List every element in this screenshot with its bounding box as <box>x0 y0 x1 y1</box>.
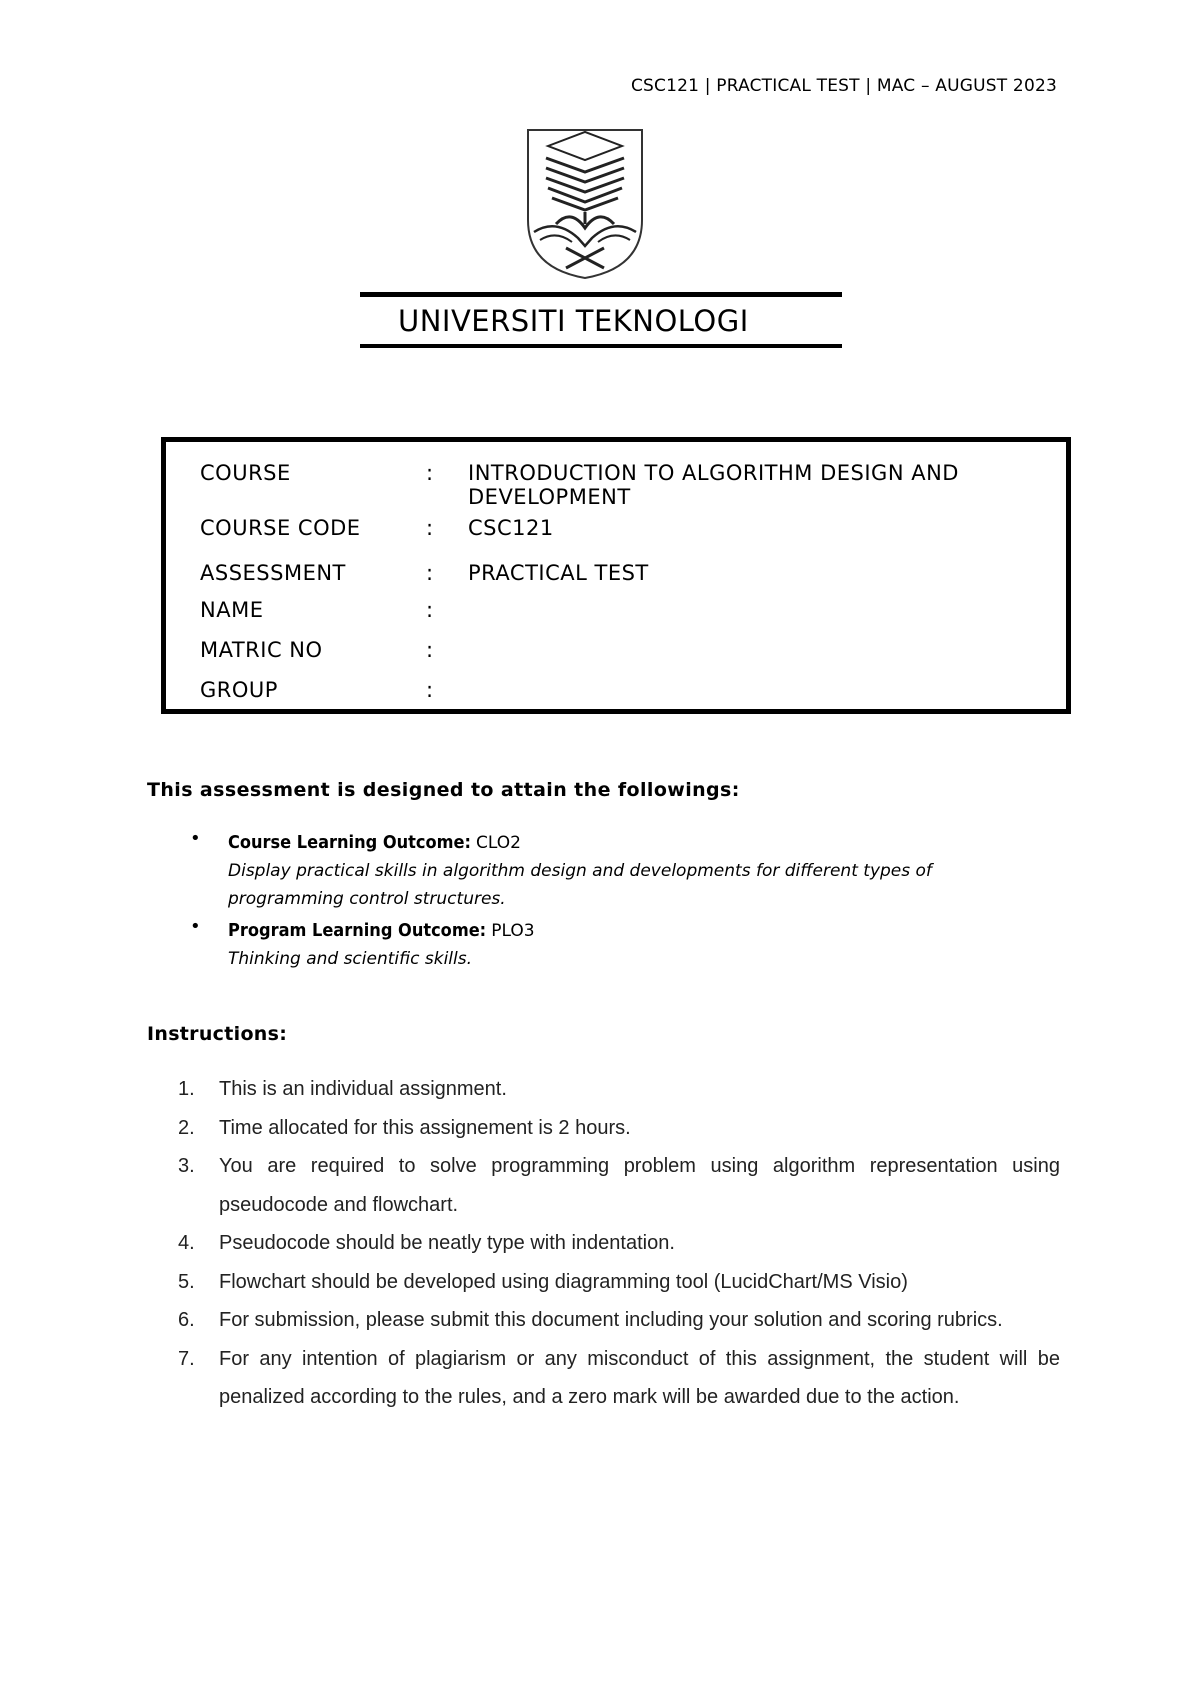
item-number: 1. <box>178 1078 195 1100</box>
outcome-title: Course Learning Outcome: <box>228 832 471 853</box>
outcome-description: programming control structures. <box>228 889 506 909</box>
attain-heading: This assessment is designed to attain the followings: <box>147 779 740 801</box>
info-value: PRACTICAL TEST <box>468 561 649 585</box>
list-item <box>178 1070 1060 1109</box>
list-item <box>178 1109 1060 1148</box>
info-colon: : <box>426 516 434 540</box>
item-text: Time allocated for this assignement is 2 hours. <box>219 1116 631 1139</box>
list-item <box>190 917 1050 973</box>
list-item <box>190 829 1050 913</box>
info-label: ASSESSMENT <box>200 561 346 585</box>
instructions-list <box>178 1070 1060 1417</box>
outcome-description: Display practical skills in algorithm design and developments for different types of <box>228 861 932 881</box>
info-colon: : <box>426 461 434 485</box>
list-item <box>178 1147 1060 1224</box>
university-crest-icon <box>526 128 644 280</box>
instructions-heading: Instructions: <box>147 1023 288 1045</box>
outcome-list <box>190 829 1050 977</box>
item-text: For any intention of plagiarism or any misconduct of this assignment, the student will be penalized according to the rules, and a zero mark will be awarded due to the action. <box>219 1347 1060 1408</box>
item-number: 5. <box>178 1270 195 1293</box>
info-label: COURSE <box>200 461 291 485</box>
item-number: 2. <box>178 1116 195 1139</box>
info-label: NAME <box>200 598 264 622</box>
info-value: INTRODUCTION TO ALGORITHM DESIGN AND DEVELOPMENT <box>468 461 959 509</box>
course-info-box <box>161 437 1071 714</box>
university-name: UNIVERSITI TEKNOLOGI <box>398 304 749 338</box>
item-text: For submission, please submit this document including your solution and scoring rubrics. <box>219 1309 1003 1331</box>
bullet-icon: • <box>190 916 201 937</box>
info-label: COURSE CODE <box>200 516 361 540</box>
item-number: 6. <box>178 1309 195 1331</box>
info-colon: : <box>426 678 434 702</box>
list-item <box>178 1301 1060 1340</box>
outcome-code: PLO3 <box>491 921 535 941</box>
info-colon: : <box>426 598 434 622</box>
list-item <box>178 1263 1060 1302</box>
list-item <box>178 1224 1060 1263</box>
list-item <box>178 1340 1060 1417</box>
bullet-icon: • <box>190 828 201 849</box>
item-number: 7. <box>178 1347 195 1370</box>
info-colon: : <box>426 638 434 662</box>
item-text: Flowchart should be developed using diagramming tool (LucidChart/MS Visio) <box>219 1270 908 1293</box>
outcome-title: Program Learning Outcome: <box>228 920 487 941</box>
outcome-description: Thinking and scientific skills. <box>228 949 472 969</box>
info-label: MATRIC NO <box>200 638 323 662</box>
info-colon: : <box>426 561 434 585</box>
running-header: CSC121 | PRACTICAL TEST | MAC – AUGUST 2023 <box>630 76 1057 96</box>
outcome-code: CLO2 <box>476 833 521 853</box>
title-rule-top <box>360 292 842 297</box>
info-value: CSC121 <box>468 516 554 540</box>
item-text: This is an individual assignment. <box>219 1078 507 1100</box>
info-label: GROUP <box>200 678 278 702</box>
item-number: 4. <box>178 1232 195 1254</box>
item-number: 3. <box>178 1155 195 1177</box>
item-text: Pseudocode should be neatly type with indentation. <box>219 1232 675 1254</box>
item-text: You are required to solve programming problem using algorithm representation using pseudocode and flowchart. <box>219 1155 1060 1216</box>
title-rule-bottom <box>360 344 842 348</box>
